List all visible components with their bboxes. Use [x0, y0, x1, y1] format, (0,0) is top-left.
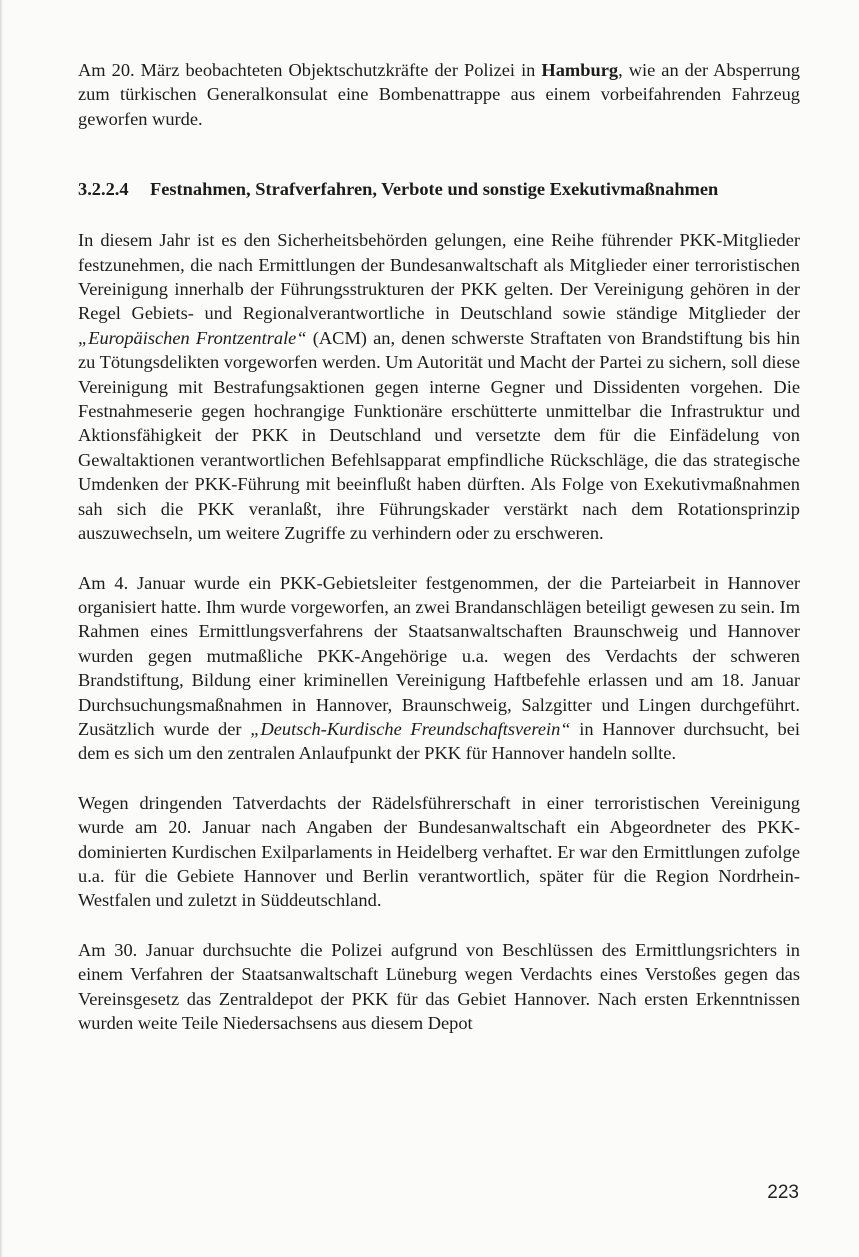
document-body — [78, 58, 800, 1035]
paragraph-1-italic: „Europäischen Frontzentrale“ — [78, 327, 307, 348]
intro-paragraph — [78, 58, 800, 131]
paragraph-2-text-after: in Hannover durchsucht, bei dem es sich um den zentralen Anlaufpunkt der PKK für Hannover handeln sollte. — [78, 718, 800, 764]
paragraph-januar-30: Am 30. Januar durchsuchte die Polizei aufgrund von Beschlüssen des Ermittlungsrichters in einem Verfahren der Staatsanwaltschaft Lüneburg wegen Verdachts eines Verstoßes gegen das Vereinsgesetz das Zentraldepot der PKK für das Gebiet Hannover. Nach ersten Erkenntnissen wurden weite Teile Niedersachsens aus diesem Depot — [78, 939, 800, 1033]
section-number: 3.2.2.4 — [78, 179, 129, 200]
intro-bold-city: Hamburg — [541, 60, 619, 80]
page-edge — [0, 0, 3, 1257]
paragraph-januar-20: Wegen dringenden Tatverdachts der Rädelsführerschaft in einer terroristischen Vereinigung wurde am 20. Januar nach Angaben der Bundesanwaltschaft ein Abgeordneter des PKK-dominierten Kurdischen Exilparlaments in Heidelberg verhaftet. Er war den Ermittlungen zufolge u.a. für die Gebiete Hannover und Berlin verantwortlich, später für die Region Nordrhein-Westfalen und zuletzt in Süddeutschland. — [78, 792, 800, 911]
page-number: 223 — [767, 1182, 799, 1203]
paragraph-1-text-before: In diesem Jahr ist es den Sicherheitsbehörden gelungen, eine Reihe führender PKK-Mitglieder festzunehmen, die nach Ermittlungen der Bundesanwaltschaft als Mitglieder einer terroristischen Vereinigung innerhalb der Führungsstrukturen der PKK gelten. Der Vereinigung gehören in der Regel Gebiets- und Regionalverantwortliche in Deutschland sowie ständige Mitglieder der — [78, 230, 800, 324]
paragraph-januar-4 — [78, 571, 800, 766]
intro-text-before: Am 20. März beobachteten Objektschutzkräfte der Polizei in — [78, 60, 542, 80]
paragraph-1-text-after: (ACM) an, denen schwerste Straftaten von Brandstiftung bis hin zu Tötungsdelikten vorgeworfen werden. Um Autorität und Macht der Partei zu sichern, soll diese Vereinigung mit Bestrafungsaktionen gegen interne Gegner und Dissidenten vorgehen. Die Festnahmeserie gegen hochrangige Funktionäre erschütterte unmittelbar die Infrastruktur und Aktionsfähigkeit der PKK in Deutschland und versetzte dem für die Einfädelung von Gewaltaktionen verantwortlichen Befehlsapparat empfindliche Rückschläge, die das strategische Umdenken der PKK-Führung mit beeinflußt haben dürften. Als Folge von Exekutivmaßnahmen sah sich die PKK veranlaßt, ihre Führungskader verstärkt nach dem Rotationsprinzip auszuwechseln, um weitere Zugriffe zu verhindern oder zu erschweren. — [78, 327, 800, 544]
paragraph-festnahmen — [78, 228, 800, 545]
intro-text-after: , wie an der Absperrung zum türkischen Generalkonsulat eine Bombenattrappe aus einem vorbeifahrenden Fahrzeug geworfen wurde. — [78, 60, 800, 129]
paragraph-2-italic: „Deutsch-Kurdische Freundschaftsverein“ — [250, 718, 571, 739]
paragraph-2-text-before: Am 4. Januar wurde ein PKK-Gebietsleiter festgenommen, der die Parteiarbeit in Hannover organisiert hatte. Ihm wurde vorgeworfen, an zwei Brandanschlägen beteiligt gewesen zu sein. Im Rahmen eines Ermittlungsverfahrens der Staatsanwaltschaften Braunschweig und Hannover wurden gegen mutmaßliche PKK-Angehörige u.a. wegen des Verdachts der schweren Brandstiftung, Bildung einer kriminellen Vereinigung Haftbefehle erlassen und am 18. Januar Durchsuchungsmaßnahmen in Hannover, Braunschweig, Salzgitter und Lingen durchgeführt. Zusätzlich wurde der — [78, 572, 800, 739]
section-heading — [78, 177, 800, 201]
section-title: Festnahmen, Strafverfahren, Verbote und sonstige Exekutivmaßnahmen — [150, 179, 719, 200]
